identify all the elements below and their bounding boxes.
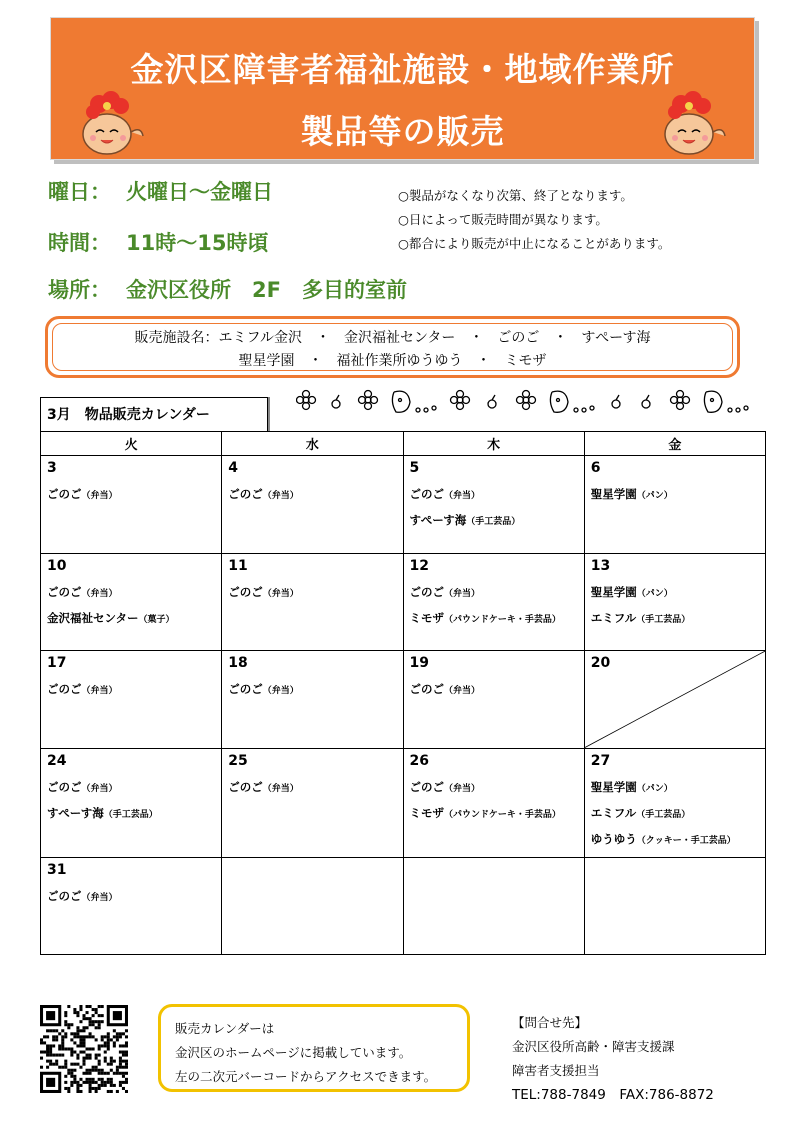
note-item: ○製品がなくなり次第、終了となります。 bbox=[398, 188, 633, 203]
day-number: 6 bbox=[590, 460, 601, 476]
sale-entry bbox=[410, 801, 578, 827]
sale-entry bbox=[591, 827, 759, 853]
sale-facility: ごのご bbox=[47, 584, 82, 599]
sale-entry bbox=[228, 677, 396, 703]
sale-facility: エミフル bbox=[590, 805, 637, 820]
sale-facility: ミモザ bbox=[409, 610, 444, 625]
contact-info bbox=[512, 1011, 714, 1107]
sale-facility: 金沢福祉センター bbox=[47, 610, 139, 625]
homepage-line2: 金沢区のホームページに掲載しています。 bbox=[175, 1045, 412, 1060]
day-number: 10 bbox=[47, 557, 67, 574]
calendar-day-cell bbox=[41, 456, 222, 554]
sale-entry bbox=[228, 775, 396, 801]
day-number: 19 bbox=[409, 655, 429, 671]
sale-facility: エミフル bbox=[590, 610, 637, 625]
contact-section: 障害者支援担当 bbox=[512, 1063, 600, 1078]
sale-product: （弁当） bbox=[444, 588, 481, 599]
calendar-week-row bbox=[41, 553, 766, 651]
calendar-day-cell bbox=[222, 748, 403, 857]
sale-facility: すぺーす海 bbox=[409, 513, 467, 527]
day-number: 12 bbox=[409, 557, 429, 574]
sale-product: （弁当） bbox=[81, 686, 118, 696]
day-number: 27 bbox=[590, 752, 611, 769]
sale-product: （手工芸品） bbox=[636, 809, 691, 820]
sale-facility: ごのご bbox=[409, 487, 444, 501]
sale-facility: 聖星学園 bbox=[590, 487, 637, 501]
sale-facility: ごのご bbox=[228, 779, 263, 794]
no-sale-slash bbox=[585, 651, 765, 748]
sale-product: （弁当） bbox=[81, 783, 118, 794]
calendar-day-cell bbox=[41, 651, 222, 749]
calendar-day-cell bbox=[403, 651, 584, 749]
contact-tel-fax: TEL:788-7849 FAX:786-8872 bbox=[512, 1087, 714, 1103]
calendar-day-cell bbox=[403, 748, 584, 857]
sale-entry bbox=[410, 482, 578, 508]
sale-product: （パン） bbox=[636, 783, 673, 794]
info-time bbox=[48, 227, 268, 257]
sale-product: （パウンドケーキ・手芸品） bbox=[444, 614, 561, 625]
title-banner bbox=[50, 17, 755, 160]
sale-facility: 聖星学園 bbox=[590, 584, 637, 599]
day-number: 13 bbox=[590, 557, 611, 574]
day-number bbox=[591, 862, 759, 880]
sale-entry bbox=[410, 580, 578, 606]
calendar-day-cell bbox=[222, 651, 403, 749]
day-number: 26 bbox=[409, 752, 429, 769]
facility-list-box bbox=[45, 316, 740, 378]
sale-product: （弁当） bbox=[444, 783, 481, 794]
calendar-header-fri: 金 bbox=[584, 432, 765, 456]
sale-entry bbox=[47, 677, 215, 703]
sale-facility: ごのご bbox=[228, 584, 263, 599]
sale-product: （弁当） bbox=[81, 491, 118, 501]
sale-facility: ごのご bbox=[47, 487, 82, 501]
sale-product: （弁当） bbox=[81, 892, 118, 903]
info-days-label: 曜日： bbox=[48, 180, 111, 204]
note-item: ○都合により販売が中止になることがあります。 bbox=[398, 236, 671, 251]
info-time-label: 時間： bbox=[48, 231, 111, 255]
sales-calendar bbox=[40, 431, 766, 955]
facility-line1: 販売施設名：エミフル金沢 ・ 金沢福祉センター ・ ごのご ・ すぺーす海 bbox=[134, 330, 651, 346]
sale-product: （パン） bbox=[636, 588, 673, 599]
sale-product: （弁当） bbox=[262, 686, 299, 696]
day-number bbox=[228, 862, 396, 880]
info-time-value: 11時～15時頃 bbox=[126, 231, 269, 255]
sale-entry bbox=[410, 508, 578, 534]
sale-product: （手工芸品） bbox=[103, 809, 158, 820]
contact-dept: 金沢区役所高齢・障害支援課 bbox=[512, 1039, 675, 1054]
info-place-value: 金沢区役所 2F 多目的室前 bbox=[126, 278, 407, 302]
day-number: 17 bbox=[47, 655, 67, 671]
sale-entry bbox=[47, 606, 215, 632]
day-number: 18 bbox=[228, 655, 248, 671]
homepage-notice-box bbox=[158, 1004, 470, 1092]
calendar-header-thu: 木 bbox=[403, 432, 584, 456]
mascot-left-icon bbox=[69, 88, 149, 158]
calendar-week-row bbox=[41, 456, 766, 554]
sale-entry bbox=[47, 775, 215, 801]
info-place bbox=[48, 274, 407, 304]
sale-product: （弁当） bbox=[262, 491, 299, 501]
sale-product: （手工芸品） bbox=[466, 517, 521, 527]
sale-product: （クッキー・手工芸品） bbox=[636, 835, 736, 846]
sale-facility: ごのご bbox=[409, 779, 444, 794]
calendar-day-cell bbox=[41, 553, 222, 651]
sale-facility: ごのご bbox=[409, 584, 444, 599]
sale-facility: ごのご bbox=[47, 682, 82, 696]
calendar-day-cell bbox=[584, 857, 765, 955]
qr-code-icon[interactable] bbox=[40, 1005, 128, 1093]
calendar-day-cell bbox=[222, 857, 403, 955]
calendar-week-row bbox=[41, 748, 766, 857]
calendar-day-cell bbox=[403, 857, 584, 955]
banner-title-line2: 製品等の販売 bbox=[300, 112, 505, 151]
sale-facility: すぺーす海 bbox=[47, 805, 104, 820]
sale-product: （菓子） bbox=[138, 614, 175, 625]
sale-facility: ごのご bbox=[228, 487, 263, 501]
calendar-header-wed: 水 bbox=[222, 432, 403, 456]
contact-heading: 【問合せ先】 bbox=[512, 1015, 588, 1030]
sale-entry bbox=[47, 482, 215, 508]
note-item: ○日によって販売時間が異なります。 bbox=[398, 212, 608, 227]
sale-entry bbox=[591, 801, 759, 827]
day-number: 4 bbox=[228, 460, 238, 476]
banner-title-line1: 金沢区障害者福祉施設・地域作業所 bbox=[130, 50, 675, 89]
day-number: 25 bbox=[228, 752, 248, 769]
calendar-week-row bbox=[41, 857, 766, 955]
sale-entry bbox=[47, 884, 215, 910]
sale-product: （弁当） bbox=[262, 588, 299, 599]
sale-product: （パウンドケーキ・手芸品） bbox=[444, 809, 561, 820]
day-number: 11 bbox=[228, 557, 248, 574]
sale-product: （パン） bbox=[636, 491, 673, 501]
info-place-label: 場所： bbox=[48, 278, 111, 302]
sale-entry bbox=[410, 606, 578, 632]
calendar-day-cell bbox=[584, 651, 765, 749]
sale-facility: ごのご bbox=[47, 888, 82, 903]
calendar-day-cell bbox=[584, 456, 765, 554]
homepage-line1: 販売カレンダーは bbox=[175, 1021, 275, 1036]
calendar-header-tue: 火 bbox=[41, 432, 222, 456]
mascot-right-icon bbox=[651, 88, 731, 158]
sale-facility: ごのご bbox=[47, 779, 82, 794]
calendar-day-cell bbox=[41, 748, 222, 857]
calendar-day-cell bbox=[222, 456, 403, 554]
day-number bbox=[410, 862, 578, 880]
sale-entry bbox=[591, 606, 759, 632]
sale-facility: 聖星学園 bbox=[590, 779, 637, 794]
sale-entry bbox=[591, 775, 759, 801]
day-number: 31 bbox=[47, 861, 67, 878]
sale-entry bbox=[591, 580, 759, 606]
calendar-week-row bbox=[41, 651, 766, 749]
sale-facility: ミモザ bbox=[409, 805, 444, 820]
calendar-day-cell bbox=[222, 553, 403, 651]
info-days bbox=[48, 176, 273, 206]
sale-product: （弁当） bbox=[444, 491, 481, 501]
day-number: 20 bbox=[590, 655, 611, 671]
sale-entry bbox=[591, 482, 759, 508]
calendar-title: 3月 物品販売カレンダー bbox=[40, 397, 268, 431]
sale-product: （手工芸品） bbox=[636, 614, 691, 625]
calendar-day-cell bbox=[41, 857, 222, 955]
calendar-day-cell bbox=[403, 456, 584, 554]
day-number: 5 bbox=[409, 460, 420, 476]
sale-facility: ごのご bbox=[409, 682, 444, 696]
sale-facility: ゆうゆう bbox=[590, 831, 637, 846]
sale-entry bbox=[228, 482, 396, 508]
calendar-day-cell bbox=[403, 553, 584, 651]
sale-product: （弁当） bbox=[81, 588, 118, 599]
homepage-line3: 左の二次元バーコードからアクセスできます。 bbox=[175, 1069, 437, 1084]
day-number: 3 bbox=[47, 460, 57, 476]
flower-doodle-icon bbox=[296, 386, 756, 420]
sale-product: （弁当） bbox=[444, 686, 481, 696]
sale-entry bbox=[47, 580, 215, 606]
sale-product: （弁当） bbox=[262, 783, 299, 794]
calendar-day-cell bbox=[584, 748, 765, 857]
info-days-value: 火曜日～金曜日 bbox=[126, 180, 273, 204]
day-number: 24 bbox=[47, 752, 67, 769]
sale-entry bbox=[410, 677, 578, 703]
calendar-day-cell bbox=[584, 553, 765, 651]
sale-entry bbox=[228, 580, 396, 606]
facility-line2: 聖星学園 ・ 福祉作業所ゆうゆう ・ ミモザ bbox=[238, 353, 547, 369]
sale-entry bbox=[410, 775, 578, 801]
sale-facility: ごのご bbox=[228, 682, 263, 696]
sale-entry bbox=[47, 801, 215, 827]
